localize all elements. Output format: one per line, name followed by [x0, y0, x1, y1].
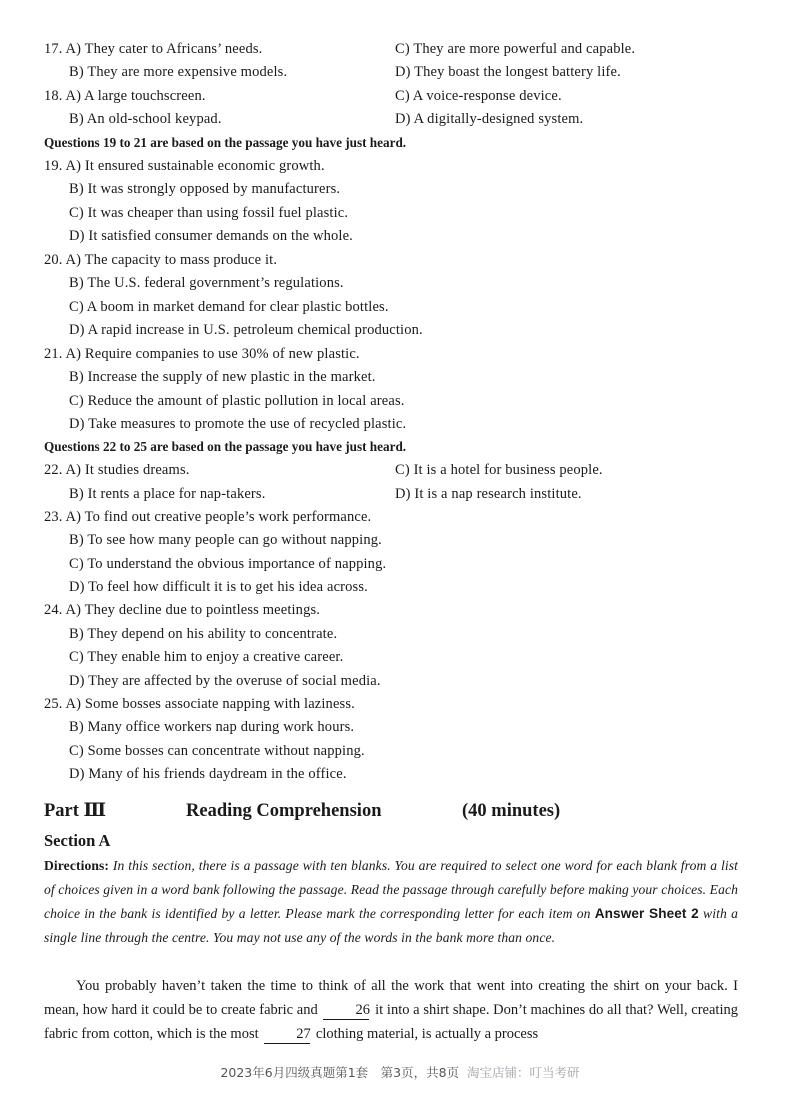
q21-option-c: C) Reduce the amount of plastic pollution in local areas. [69, 393, 405, 409]
q24-option-d: D) They are affected by the overuse of social media. [69, 673, 381, 689]
q22-option-b: B) It rents a place for nap-takers. [69, 486, 266, 502]
q22-option-a: 22. A) It studies dreams. [44, 462, 190, 478]
q17-option-d: D) They boast the longest battery life. [395, 64, 621, 80]
q17-option-a: 17. A) They cater to Africans’ needs. [44, 41, 263, 57]
q25-option-b: B) Many office workers nap during work hours. [69, 719, 355, 735]
q24-option-b: B) They depend on his ability to concentrate. [69, 626, 338, 642]
q23-option-b: B) To see how many people can go without napping. [69, 532, 382, 548]
questions-22-25-heading: Questions 22 to 25 are based on the passage you have just heard. [44, 439, 407, 454]
directions-label: Directions: [44, 858, 110, 873]
q23-option-a: 23. A) To find out creative people’s work performance. [44, 509, 372, 525]
q23-option-d: D) To feel how difficult it is to get his idea across. [69, 579, 368, 595]
blank-27: 27 [264, 1026, 310, 1044]
q22-option-d: D) It is a nap research institute. [395, 486, 582, 502]
answer-sheet-label: Answer Sheet 2 [594, 906, 699, 921]
directions-text-2: with a single line through the centre. You may not use any of the words in the bank more than once. [44, 906, 738, 945]
part-title: Reading Comprehension [186, 801, 382, 821]
footer-page-info: 2023年6月四级真题第1套 第3页，共8页 [220, 1065, 460, 1080]
page-footer [0, 1063, 800, 1081]
footer-watermark: 淘宝店铺：叮当考研 [467, 1065, 580, 1080]
q20-option-b: B) The U.S. federal government’s regulations. [69, 275, 344, 291]
blank-26: 26 [323, 1002, 369, 1020]
part-time: (40 minutes) [462, 801, 561, 821]
q20-option-a: 20. A) The capacity to mass produce it. [44, 252, 278, 268]
q19-option-b: B) It was strongly opposed by manufacturers. [69, 181, 341, 197]
q20-option-c: C) A boom in market demand for clear plastic bottles. [69, 299, 389, 315]
directions [44, 854, 738, 950]
part-label: Part Ⅲ [44, 801, 107, 821]
q24-option-c: C) They enable him to enjoy a creative career. [69, 649, 344, 665]
q17-option-c: C) They are more powerful and capable. [395, 41, 636, 57]
passage-text-1: You probably haven’t taken the time to think of all the work that went into creating the shirt on your back. I mean, how hard it could be to create fabric and [44, 978, 738, 1018]
directions-text-1: In this section, there is a passage with ten blanks. You are required to select one word for each blank from a list of choices given in a word bank following the passage. Read the passage through carefully before making your choices. Each choice in the bank is identified by a letter. Please mark the corresponding letter for each item on [44, 858, 738, 921]
q18-option-c: C) A voice-response device. [395, 88, 562, 104]
q24-option-a: 24. A) They decline due to pointless meetings. [44, 602, 321, 618]
q25-option-a: 25. A) Some bosses associate napping with laziness. [44, 696, 355, 712]
q23-option-c: C) To understand the obvious importance of napping. [69, 556, 387, 572]
q18-option-a: 18. A) A large touchscreen. [44, 88, 206, 104]
passage-text-3: clothing material, is actually a process [312, 1026, 539, 1042]
q21-option-d: D) Take measures to promote the use of recycled plastic. [69, 416, 407, 432]
q21-option-a: 21. A) Require companies to use 30% of new plastic. [44, 346, 360, 362]
q18-option-b: B) An old-school keypad. [69, 111, 222, 127]
q21-option-b: B) Increase the supply of new plastic in the market. [69, 369, 376, 385]
q20-option-d: D) A rapid increase in U.S. petroleum chemical production. [69, 322, 423, 338]
q19-option-c: C) It was cheaper than using fossil fuel plastic. [69, 205, 349, 221]
passage-text-2: it into a shirt shape. Don’t machines do all that? Well, creating fabric from cotton, which is the most [44, 1002, 738, 1042]
q25-option-c: C) Some bosses can concentrate without napping. [69, 743, 365, 759]
section-title: Section A [44, 831, 111, 850]
q22-option-c: C) It is a hotel for business people. [395, 462, 603, 478]
questions-19-21-heading: Questions 19 to 21 are based on the passage you have just heard. [44, 135, 407, 150]
q18-option-d: D) A digitally-designed system. [395, 111, 584, 127]
q17-option-b: B) They are more expensive models. [69, 64, 288, 80]
q19-option-a: 19. A) It ensured sustainable economic growth. [44, 158, 325, 174]
passage-paragraph [44, 974, 738, 1046]
q25-option-d: D) Many of his friends daydream in the office. [69, 766, 347, 782]
q19-option-d: D) It satisfied consumer demands on the whole. [69, 228, 353, 244]
